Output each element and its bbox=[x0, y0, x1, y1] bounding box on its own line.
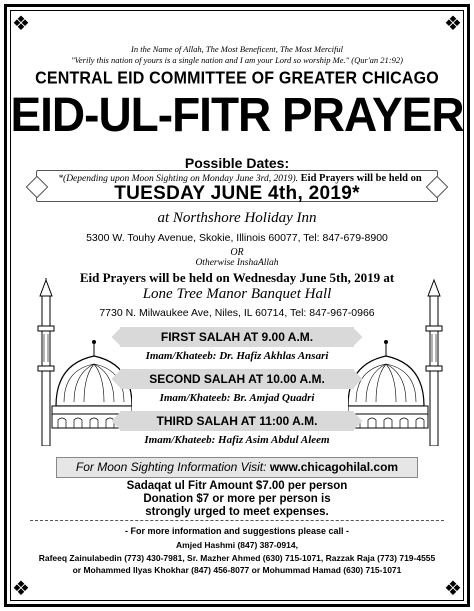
moon-sighting-link[interactable]: www.chicagohilal.com bbox=[269, 460, 399, 474]
moon-sighting-text: For Moon Sighting Information Visit: bbox=[75, 460, 267, 474]
primary-date: TUESDAY JUNE 4th, 2019* bbox=[114, 183, 360, 204]
third-salah-imam: Imam/Khateeb: Hafiz Asim Abdul Aleem bbox=[144, 434, 330, 446]
divider bbox=[30, 520, 444, 521]
third-salah-band: THIRD SALAH AT 11:00 A.M. bbox=[120, 411, 354, 431]
mosque-illustration-right bbox=[348, 278, 458, 446]
moon-sighting-box bbox=[56, 457, 418, 478]
donation-line: Donation $7 or more per person is bbox=[143, 493, 331, 505]
second-salah-imam: Imam/Khateeb: Br. Amjad Quadri bbox=[159, 392, 315, 404]
bismillah-line: In the Name of Allah, The Most Beneficent, The Most Merciful bbox=[131, 44, 343, 54]
flyer-title: EID-UL-FITR PRAYER bbox=[10, 86, 464, 142]
or-separator: OR bbox=[230, 247, 244, 258]
corner-ornament-icon: ❖ bbox=[12, 576, 30, 600]
moon-dependency-note: *(Depending upon Moon Sighting on Monday June 3rd, 2019). bbox=[58, 174, 299, 184]
contact-line-3: or Mohammed Ilyas Khokhar (847) 456-8077 or Mohummad Hamad (630) 715-1071 bbox=[72, 565, 402, 575]
venue2-name: Lone Tree Manor Banquet Hall bbox=[142, 286, 332, 302]
wednesday-line: Eid Prayers will be held on Wednesday June 5th, 2019 at bbox=[79, 270, 395, 285]
contact-intro: - For more information and suggestions please call - bbox=[124, 526, 350, 536]
contact-line-1: Amjed Hashmi (847) 387-0914, bbox=[176, 540, 298, 550]
corner-ornament-icon: ❖ bbox=[444, 576, 462, 600]
corner-ornament-icon: ❖ bbox=[12, 11, 30, 35]
first-salah-band: FIRST SALAH AT 9.00 A.M. bbox=[120, 327, 354, 347]
venue2-address: 7730 N. Milwaukee Ave, Niles, IL 60714, Tel: 847-967-0966 bbox=[99, 307, 375, 319]
venue1-prefix: at bbox=[157, 210, 170, 226]
venue1-name: Northshore Holiday Inn bbox=[172, 210, 317, 226]
insha-allah-text: Otherwise InshaAllah bbox=[195, 258, 279, 268]
second-salah-band: SECOND SALAH AT 10.00 A.M. bbox=[120, 369, 354, 389]
committee-name: CENTRAL EID COMMITTEE OF GREATER CHICAGO bbox=[35, 69, 439, 88]
contact-line-2: Rafeeq Zainulabedin (773) 430-7981, Sr. Mazher Ahmed (630) 715-1071, Razzak Raja (773) 719-4555 bbox=[38, 553, 436, 563]
held-on-text: Eid Prayers will be held on bbox=[300, 173, 422, 184]
first-salah-imam: Imam/Khateeb: Dr. Hafiz Akhlas Ansari bbox=[145, 350, 329, 362]
expenses-line: strongly urged to meet expenses. bbox=[145, 506, 329, 518]
venue1-address: 5300 W. Touhy Avenue, Skokie, Illinois 60077, Tel: 847-679-8900 bbox=[86, 232, 388, 244]
sadaqat-amount: Sadaqat ul Fitr Amount $7.00 per person bbox=[126, 480, 348, 492]
quran-verse: "Verily this nation of yours is a single nation and I am your Lord so worship Me." (Qur'an 21:92) bbox=[71, 55, 403, 65]
corner-ornament-icon: ❖ bbox=[444, 11, 462, 35]
possible-dates-label: Possible Dates: bbox=[184, 155, 290, 171]
venue1-line bbox=[0, 210, 474, 227]
